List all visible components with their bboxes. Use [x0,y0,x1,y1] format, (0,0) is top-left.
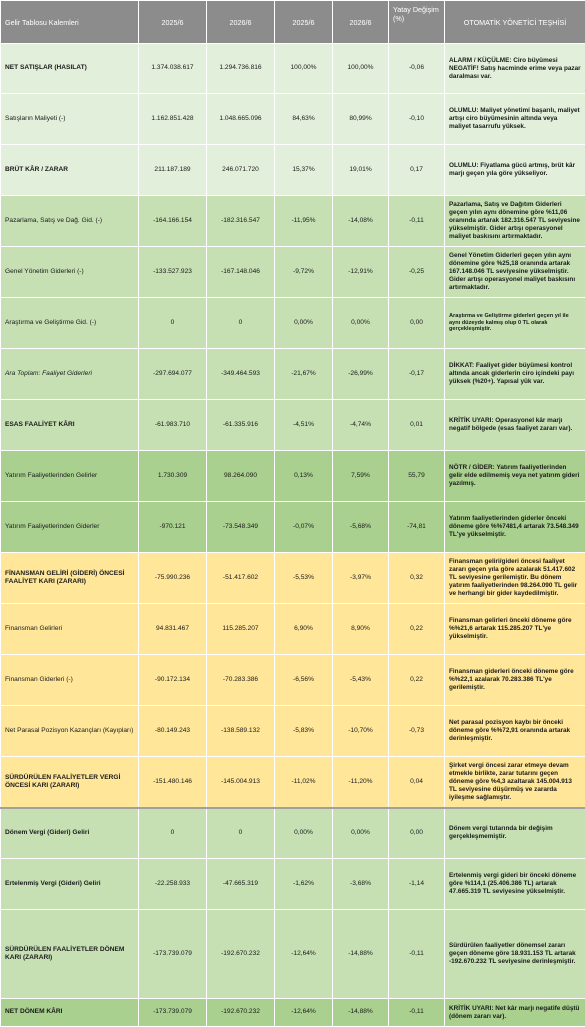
table-row [1,400,585,451]
row-value-2025[interactable]: 94.831.467 [139,604,207,655]
row-comment[interactable]: Finansman geliri/gideri öncesi faaliyet zararı geçen yıla göre azalarak 51.417.602 TL seviyesine gerilemiştir. Bu dönem yatırım faaliyetlerinden 98.264.090 TL gelir ve herhangi bir gider kaydedilmiştir. [445,553,585,604]
row-item[interactable]: SÜRDÜRÜLEN FAALİYETLER VERGİ ÖNCESİ KARI (ZARARI) [1,757,139,808]
row-comment[interactable]: DİKKAT: Faaliyet gider büyümesi kontrol altında ancak giderlerin ciro içindeki payı yüksek (%20+). Yapısal yük var. [445,349,585,400]
row-comment[interactable]: Yatırım faaliyetlerinden giderler önceki döneme göre %%7481,4 artarak 73.548.349 TL'ye yükselmiştir. [445,502,585,553]
table-row [1,349,585,400]
row-value-2025[interactable]: 1.162.851.428 [139,94,207,145]
table-row [1,808,585,859]
row-comment[interactable]: KRİTİK UYARI: Operasyonel kâr marjı negatif bölgede (esas faaliyet zararı var). [445,400,585,451]
row-value-2026[interactable]: -182.316.547 [207,196,275,247]
row-value-2026[interactable]: 98.264.090 [207,451,275,502]
row-change[interactable]: 0,01 [389,400,445,451]
row-change[interactable]: -0,17 [389,349,445,400]
row-value-2025[interactable]: -970.121 [139,502,207,553]
row-pct-2025[interactable]: -0,07% [275,502,333,553]
row-value-2026[interactable]: 1.294.736.816 [207,44,275,94]
row-pct-2025[interactable]: -5,53% [275,553,333,604]
row-value-2025[interactable]: -173.739.079 [139,910,207,999]
row-comment[interactable]: Finansman giderleri önceki döneme göre %%22,1 azalarak 70.283.386 TL'ye gerilemiştir. [445,655,585,706]
row-pct-2026[interactable]: 0,00% [333,298,389,349]
row-pct-2025[interactable]: -11,95% [275,196,333,247]
row-comment[interactable]: Sürdürülen faaliyetler dönemsel zararı geçen döneme göre 18.931.153 TL artarak -192.670.232 TL seviyesine derinleşmiştir. [445,910,585,999]
row-item[interactable]: BRÜT KÂR / ZARAR [1,145,139,196]
header-col6[interactable]: OTOMATİK YÖNETİCİ TEŞHİSİ [445,1,585,44]
row-value-2026[interactable]: -192.670.232 [207,999,275,1027]
row-item[interactable]: Finansman Giderleri (-) [1,655,139,706]
row-pct-2025[interactable]: 84,63% [275,94,333,145]
row-item[interactable]: Ara Toplam: Faaliyet Giderleri [1,349,139,400]
row-item[interactable]: NET SATIŞLAR (HASILAT) [1,44,139,94]
row-pct-2026[interactable]: -5,43% [333,655,389,706]
row-item[interactable]: Pazarlama, Satış ve Dağ. Gid. (-) [1,196,139,247]
row-pct-2026[interactable]: -26,99% [333,349,389,400]
row-pct-2025[interactable]: -9,72% [275,247,333,298]
row-value-2025[interactable]: 1.730.309 [139,451,207,502]
row-comment[interactable]: Finansman gelirleri önceki döneme göre %%21,6 artarak 115.285.207 TL'ye yükselmiştir. [445,604,585,655]
table-row [1,757,585,808]
row-pct-2026[interactable]: 80,99% [333,94,389,145]
row-value-2025[interactable]: 211.187.189 [139,145,207,196]
row-comment[interactable]: Araştırma ve Geliştirme giderleri geçen yıl ile aynı düzeyde kalmış olup 0 TL olarak gerçekleşmiştir. [445,298,585,349]
row-value-2026[interactable]: -47.665.319 [207,859,275,910]
row-value-2025[interactable]: -22.258.933 [139,859,207,910]
row-item[interactable]: Genel Yönetim Giderleri (-) [1,247,139,298]
row-value-2026[interactable]: -61.335.916 [207,400,275,451]
row-item[interactable]: SÜRDÜRÜLEN FAALİYETLER DÖNEM KARI (ZARARI) [1,910,139,999]
row-item[interactable]: Yatırım Faaliyetlerinden Giderler [1,502,139,553]
row-pct-2026[interactable]: -11,20% [333,757,389,808]
row-change[interactable]: -0,73 [389,706,445,757]
row-value-2026[interactable]: -145.004.913 [207,757,275,808]
row-pct-2026[interactable]: -3,68% [333,859,389,910]
row-pct-2025[interactable]: 100,00% [275,44,333,94]
row-value-2026[interactable]: -73.548.349 [207,502,275,553]
row-pct-2025[interactable]: 15,37% [275,145,333,196]
row-pct-2026[interactable]: -4,74% [333,400,389,451]
table-row [1,502,585,553]
row-value-2025[interactable]: -90.172.134 [139,655,207,706]
row-change[interactable]: 0,17 [389,145,445,196]
row-comment[interactable]: Genel Yönetim Giderleri geçen yılın aynı dönemine göre %25,18 oranında artarak 167.148.046 TL seviyesine yükselmiştir. Gider artışı operasyonel maliyet baskısını artırmaktadır. [445,247,585,298]
row-pct-2025[interactable]: 0,00% [275,298,333,349]
row-pct-2026[interactable]: 7,59% [333,451,389,502]
table-row [1,94,585,145]
row-comment[interactable]: Net parasal pozisyon kaybı bir önceki döneme göre %%72,91 oranında artarak derinleşmiştir. [445,706,585,757]
row-value-2026[interactable]: 115.285.207 [207,604,275,655]
row-value-2026[interactable]: -138.589.132 [207,706,275,757]
row-item[interactable]: ESAS FAALİYET KÂRI [1,400,139,451]
row-value-2026[interactable]: 246.071.720 [207,145,275,196]
row-comment[interactable]: Şirket vergi öncesi zarar etmeye devam etmekle birlikte, zarar tutarını geçen döneme göre %4,3 azaltarak 145.004.913 TL seviyesine düşürmüş ve zararda iyileşme sağlamıştır. [445,757,585,808]
row-value-2025[interactable]: 0 [139,808,207,859]
row-value-2026[interactable]: 0 [207,298,275,349]
row-pct-2026[interactable]: -3,97% [333,553,389,604]
row-value-2026[interactable]: -51.417.602 [207,553,275,604]
row-pct-2025[interactable]: -5,83% [275,706,333,757]
row-comment[interactable]: Pazarlama, Satış ve Dağıtım Giderleri geçen yılın aynı dönemine göre %11,06 oranında artarak 182.316.547 TL seviyesine yükselmiştir. Gider artışı operasyonel maliyet baskısını artırmaktadır. [445,196,585,247]
row-comment[interactable]: Ertelenmiş vergi gideri bir önceki döneme göre %114,1 (25.406.386 TL) artarak 47.665.319 TL seviyesine yükselmiştir. [445,859,585,910]
row-pct-2026[interactable]: 8,90% [333,604,389,655]
header-col4[interactable]: 2026/6 [333,1,389,44]
row-change[interactable]: -1,14 [389,859,445,910]
header-col3[interactable]: 2025/6 [275,1,333,44]
row-pct-2026[interactable]: -14,08% [333,196,389,247]
header-row [1,1,585,44]
row-change[interactable]: 0,00 [389,808,445,859]
row-comment[interactable]: NÖTR / GİDER: Yatırım faaliyetlerinden gelir elde edilmemiş veya net yatırım gideri yazılmış. [445,451,585,502]
row-value-2025[interactable]: -151.480.146 [139,757,207,808]
table-row [1,910,585,999]
row-value-2025[interactable]: -297.694.077 [139,349,207,400]
row-item[interactable]: NET DÖNEM KÂRI [1,999,139,1027]
row-item[interactable]: Yatırım Faaliyetlerinden Gelirler [1,451,139,502]
row-comment[interactable]: Dönem vergi tutarında bir değişim gerçekleşmemiştir. [445,808,585,859]
table-row [1,553,585,604]
row-pct-2026[interactable]: -10,70% [333,706,389,757]
row-value-2026[interactable]: -349.464.593 [207,349,275,400]
row-value-2025[interactable]: 1.374.038.617 [139,44,207,94]
row-pct-2025[interactable]: -11,02% [275,757,333,808]
row-pct-2025[interactable]: -6,56% [275,655,333,706]
row-change[interactable]: 55,79 [389,451,445,502]
row-change[interactable]: 0,32 [389,553,445,604]
row-pct-2025[interactable]: 6,90% [275,604,333,655]
row-value-2025[interactable]: -80.149.243 [139,706,207,757]
row-comment[interactable]: ALARM / KÜÇÜLME: Ciro büyümesi NEGATİF! Satış hacminde erime veya pazar daralması var. [445,44,585,94]
row-value-2025[interactable]: -173.739.079 [139,999,207,1027]
table-row [1,298,585,349]
table-row [1,196,585,247]
table-row [1,604,585,655]
row-value-2025[interactable]: -75.990.236 [139,553,207,604]
row-pct-2025[interactable]: 0,00% [275,808,333,859]
row-value-2025[interactable]: -61.983.710 [139,400,207,451]
row-pct-2026[interactable]: -5,68% [333,502,389,553]
row-change[interactable]: -0,25 [389,247,445,298]
row-item[interactable]: Araştırma ve Geliştirme Gid. (-) [1,298,139,349]
row-comment[interactable]: OLUMLU: Maliyet yönetimi başarılı, maliyet artışı ciro büyümesinin altında veya maliyet tasarrufu yüksek. [445,94,585,145]
row-pct-2026[interactable]: 0,00% [333,808,389,859]
row-change[interactable]: -74,81 [389,502,445,553]
row-pct-2025[interactable]: -12,64% [275,910,333,999]
row-item[interactable]: Finansman Gelirleri [1,604,139,655]
row-item[interactable]: Ertelenmiş Vergi (Gideri) Geliri [1,859,139,910]
row-change[interactable]: -0,11 [389,196,445,247]
row-value-2026[interactable]: -70.283.386 [207,655,275,706]
row-change[interactable]: -0,06 [389,44,445,94]
row-item[interactable]: FİNANSMAN GELİRİ (GİDERİ) ÖNCESİ FAALİYET KARI (ZARARI) [1,553,139,604]
header-col2[interactable]: 2026/6 [207,1,275,44]
row-value-2025[interactable]: 0 [139,298,207,349]
row-pct-2026[interactable]: 100,00% [333,44,389,94]
row-pct-2025[interactable]: -1,62% [275,859,333,910]
row-change[interactable]: -0,11 [389,910,445,999]
row-value-2026[interactable]: 1.048.665.096 [207,94,275,145]
row-change[interactable]: 0,04 [389,757,445,808]
row-value-2025[interactable]: -164.166.154 [139,196,207,247]
row-change[interactable]: -0,11 [389,999,445,1027]
header-item[interactable]: Gelir Tablosu Kalemleri [1,1,139,44]
row-value-2025[interactable]: -133.527.923 [139,247,207,298]
row-pct-2025[interactable]: 0,13% [275,451,333,502]
row-value-2026[interactable]: 0 [207,808,275,859]
table-row [1,247,585,298]
table-row [1,859,585,910]
row-pct-2026[interactable]: -14,88% [333,999,389,1027]
row-pct-2025[interactable]: -21,67% [275,349,333,400]
row-pct-2025[interactable]: -4,51% [275,400,333,451]
row-value-2026[interactable]: -167.148.046 [207,247,275,298]
table-row [1,706,585,757]
row-pct-2026[interactable]: 19,01% [333,145,389,196]
row-pct-2025[interactable]: -12,64% [275,999,333,1027]
header-col1[interactable]: 2025/6 [139,1,207,44]
header-col5[interactable]: Yatay Değişim (%) [389,1,445,44]
table-row [1,145,585,196]
row-change[interactable]: -0,10 [389,94,445,145]
row-change[interactable]: 0,22 [389,655,445,706]
row-pct-2026[interactable]: -12,91% [333,247,389,298]
table-row [1,999,585,1027]
row-item[interactable]: Satışların Maliyeti (-) [1,94,139,145]
table-row [1,655,585,706]
row-change[interactable]: 0,22 [389,604,445,655]
row-pct-2026[interactable]: -14,88% [333,910,389,999]
table-row [1,44,585,94]
row-item[interactable]: Net Parasal Pozisyon Kazançları (Kayıpları) [1,706,139,757]
row-value-2026[interactable]: -192.670.232 [207,910,275,999]
row-change[interactable]: 0,00 [389,298,445,349]
row-comment[interactable]: OLUMLU: Fiyatlama gücü artmış, brüt kâr marjı geçen yıla göre yükseliyor. [445,145,585,196]
row-item[interactable]: Dönem Vergi (Gideri) Geliri [1,808,139,859]
row-comment[interactable]: KRİTİK UYARI: Net kâr marjı negatife düştü (dönem zararı var). [445,999,585,1027]
table-row [1,451,585,502]
